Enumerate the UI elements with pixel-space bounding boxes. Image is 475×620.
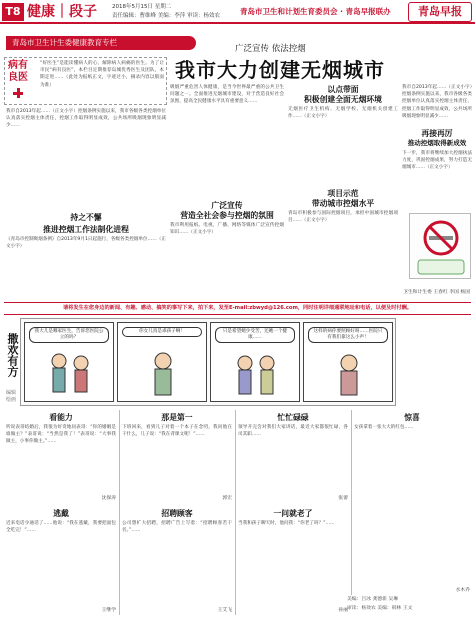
left-column-text: 我市自2013年起……（正文小字）控烟条例实施以来，我市各级各类控烟单位认真落实控烟主体责任，控烟工作取得明显成效，公共场所吸烟现象明显减少……	[6, 109, 166, 129]
story-text-5: 公司想扩大招聘，招聘广告上写着：“招聘顾客若干名。”……	[122, 521, 232, 534]
column-divider	[235, 410, 236, 615]
story-author-2: 郭宏	[222, 496, 232, 501]
page-header	[0, 0, 475, 24]
story-title-4: 逃戴	[53, 509, 69, 518]
subhead-4-text: 青岛市积极参与国际控烟项目，承担中国城市控烟项目……（正文小字）	[288, 211, 398, 224]
subhead-3b: 积极创建全面无烟环境	[304, 95, 382, 104]
feature-author: 卫生和计生委 王春红 李国 杨国	[403, 290, 470, 295]
story-text-6: 当我和孩子聊天时，他问我：“你老了吗？”……	[238, 521, 335, 526]
comic-panel-1	[24, 322, 114, 402]
intro-text: 吸烟严重危害人体健康，是当今世界最严重的公共卫生问题之一。全面推进无烟城市建设，对于营造良好社会氛围、提高全民健康水平具有重要意义……	[170, 85, 284, 105]
subhead-5-text: 下一步，我市将继续加大控烟执法力度，巩固控烟成果，努力打造无烟城市……（正文小字）	[402, 151, 472, 171]
submission-notice: 请将发生在您身边的新闻、有趣、感动、搞笑的事写下来，拍下来，发至E-mail:zbwyd@126.com，同时注明详细通联地址和电话，以便及时付酬。	[4, 302, 471, 315]
column-band: 青岛市卫生计生委健康教育专栏	[6, 36, 196, 50]
subhead-5b: 推动控烟取得新成效	[407, 139, 467, 147]
story-author-6: 孙丽	[338, 608, 348, 613]
footer-line-1: 美编：吕冰 龚德新 吴琳	[347, 597, 399, 602]
subhead-2b: 营造全社会参与控烟的氛围	[180, 211, 274, 220]
right-column-text: 我市自2013年起……（正文小字）控烟条例实施以来，我市各级各类控烟单位认真落实控烟主体责任，控烟工作取得明显成效，公共场所吸烟现象明显减少……	[402, 85, 472, 119]
story-text-4: 近来电话少通话了……他说：“我在逃戴，我要把面包全吃完！”……	[6, 521, 116, 534]
header-editors: 责任编辑：曹维峰 美编：李萍 审读：杨效农	[112, 13, 220, 19]
story-title-7: 惊喜	[404, 413, 420, 422]
subhead-1b: 推进控烟工作法制化进程	[43, 225, 129, 234]
page-number: T8	[2, 3, 24, 21]
comic-bubble-1: 我大儿是哪家医生，告诉您医院公立的吗？	[29, 327, 109, 343]
comic-bubble-2: 你女儿真是乖孩子啊！	[122, 327, 202, 337]
story-author-5: 王艾飞	[217, 608, 232, 613]
subhead-1-text: 《青岛市控制吸烟条例》自2013年9月1日起施行，各级各类控烟单位……（正文小字）	[6, 237, 166, 250]
story-author-7: 水木乔	[455, 588, 470, 593]
comic-strip	[20, 318, 396, 406]
story-title-5: 招聘顾客	[161, 509, 193, 518]
subhead-2-text: 我市利用报纸、电视、广播、网络等媒体广泛宣传控烟知识……（正文小字）	[170, 223, 284, 236]
story-title-2: 那是第一	[161, 413, 193, 422]
story-author-1: 沈保涛	[101, 496, 116, 501]
footer-line-2: 审读：杨效农 美编：韩林 王文	[347, 606, 413, 611]
story-title-1: 看能力	[49, 413, 73, 422]
subhead-4b: 带动城市控烟水平	[311, 199, 375, 208]
section-sidebar-title: 撒欢有方	[6, 333, 19, 377]
section-title: 健康｜段子	[27, 4, 97, 20]
subhead-3: 以点带面	[327, 85, 359, 94]
subhead-2: 广泛宣传	[211, 201, 243, 210]
story-text-1: 听说表哥结婚后，我很为好奇地问表哥：“你的婚姻是谁做主？”表哥说：“当然是我了！”表哥说：“大事我做主，小事你做主。”……	[6, 425, 116, 445]
comic-panel-3	[210, 322, 300, 402]
subhead-3-text: 无烟医疗卫生机构、无烟学校、无烟机关创建工作……（正文小字）	[288, 107, 398, 120]
comic-credit: 编辑 绘画	[5, 390, 16, 403]
comic-bubble-4: 这样的病你要照顾好呀……医院只有我们靠这么小声！	[308, 327, 388, 343]
column-divider	[351, 410, 352, 595]
story-author-4: 王继学	[101, 608, 116, 613]
header-date: 2018年5月15日 星期二	[112, 4, 172, 10]
header-subtitle: 青岛市卫生和计划生育委员会 · 青岛早报联办	[240, 7, 391, 16]
comic-panel-2	[117, 322, 207, 402]
newspaper-logo: 青岛早报	[408, 2, 472, 22]
comic-bubble-3: 只是希望她少受苦，还她一个健康……	[215, 327, 295, 343]
main-headline: 我市大力创建无烟城市	[175, 58, 385, 82]
subhead-5: 再接再厉	[421, 129, 453, 138]
good-doctor-title: 病有良医	[8, 60, 28, 83]
story-author-3: 张蕾	[338, 496, 348, 501]
no-smoking-illustration	[409, 213, 471, 279]
story-text-7: 女孩拿着一张大大的红包……	[354, 425, 414, 430]
story-text-3: 领导开完会对我们大家讲话，最近大家都很忙碌，各司其职……	[238, 425, 348, 438]
subhead-1: 持之不懈	[70, 213, 102, 222]
medical-cross-icon	[13, 88, 23, 98]
story-text-2: 下班回来，看到儿子对着一个本子在念叨，我问他在干什么，儿子说：“我在背课文呢！”……	[122, 425, 232, 438]
story-title-6: 一问就老了	[273, 509, 313, 518]
column-divider	[119, 410, 120, 615]
comic-panel-4	[303, 322, 393, 402]
headline-kicker: 广泛宣传 依法控烟	[235, 44, 306, 54]
story-title-3: 忙忙碌碌	[277, 413, 309, 422]
good-doctor-text: “好医生”是能读懂病人的心、解除病人病痛的医生。为了让市民“病有良医”，本栏目定期推荐岛城优秀医生及团队，本期走进……（此处为报纸正文，字迹过小，摘录内容以版面为准）	[40, 61, 164, 88]
subhead-4: 项目示范	[327, 189, 359, 198]
